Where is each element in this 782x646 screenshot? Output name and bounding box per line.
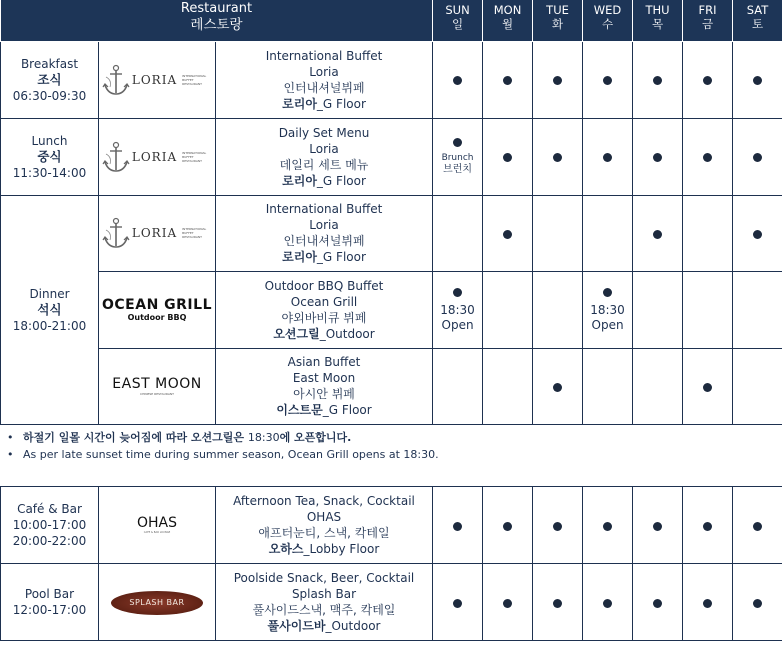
open-dot — [703, 383, 712, 392]
lunch-sat — [733, 118, 782, 195]
day-header-thu: THU 목 — [633, 0, 683, 41]
open-dot — [503, 230, 512, 239]
breakfast-row — [1, 41, 782, 118]
cafe-row — [1, 487, 782, 564]
pool-wed — [583, 564, 633, 641]
breakfast-sun — [433, 41, 483, 118]
note-en: • As per late sunset time during summer season, Ocean Grill opens at 18:30. — [7, 448, 439, 461]
venue-lunch: Daily Set Menu Loria 데일리 세트 메뉴 로리아_G Floor — [216, 118, 433, 195]
ohas-logo: OHAS CAFE & BAR LOUNGE — [99, 487, 216, 564]
cafe-sun — [433, 487, 483, 564]
venue-breakfast: International Buffet Loria 인터내셔널뷔페 로리아_G Floor — [216, 41, 433, 118]
open-dot — [503, 522, 512, 531]
open-dot — [553, 153, 562, 162]
meal-breakfast: Breakfast 조식 06:30-09:30 — [1, 41, 99, 118]
dinner-ocean-mon — [483, 271, 533, 348]
breakfast-mon — [483, 41, 533, 118]
cafe-sat — [733, 487, 782, 564]
open-dot — [553, 522, 562, 531]
pool-sun — [433, 564, 483, 641]
anchor-icon — [102, 63, 130, 97]
open-dot — [703, 76, 712, 85]
open-dot — [553, 76, 562, 85]
dinner-loria-sun — [433, 195, 483, 271]
open-dot — [453, 138, 462, 147]
dinner-loria-mon — [483, 195, 533, 271]
breakfast-fri — [683, 41, 733, 118]
open-dot — [703, 153, 712, 162]
meal-lunch: Lunch 중식 11:30-14:00 — [1, 118, 99, 195]
pool-thu — [633, 564, 683, 641]
venue-dinner-moon: Asian Buffet East Moon 아시안 뷔페 이스트문_G Floor — [216, 348, 433, 424]
brunch-label-kr: 브런치 — [443, 164, 473, 175]
open-dot — [603, 288, 612, 297]
open-dot — [603, 76, 612, 85]
day-header-wed: WED 수 — [583, 0, 633, 41]
day-header-sun: SUN 일 — [433, 0, 483, 41]
open-dot — [753, 599, 762, 608]
anchor-icon — [102, 140, 130, 174]
open-dot — [503, 153, 512, 162]
day-header-sat: SAT 토 — [733, 0, 782, 41]
open-dot — [703, 599, 712, 608]
open-dot — [453, 599, 462, 608]
dinner-ocean-thu — [633, 271, 683, 348]
bar-schedule-table — [0, 486, 782, 641]
dinner-loria-row — [1, 195, 782, 271]
day-header-fri: FRI 금 — [683, 0, 733, 41]
dinner-moon-mon — [483, 348, 533, 424]
lunch-fri — [683, 118, 733, 195]
open-dot — [753, 230, 762, 239]
anchor-icon — [102, 216, 130, 250]
open-dot — [653, 230, 662, 239]
open-dot — [503, 599, 512, 608]
open-dot — [653, 153, 662, 162]
open-dot — [753, 153, 762, 162]
dinner-ocean-sat — [733, 271, 782, 348]
venue-pool: Poolside Snack, Beer, Cocktail Splash Bar 풀사이드스낵, 맥주, 칵테일 풀사이드바_Outdoor — [216, 564, 433, 641]
splash-bar-logo: SPLASH BAR — [99, 564, 216, 641]
meal-pool: Pool Bar 12:00-17:00 — [1, 564, 99, 641]
open-dot — [653, 522, 662, 531]
dinner-moon-fri — [683, 348, 733, 424]
lunch-thu — [633, 118, 683, 195]
open-dot — [453, 76, 462, 85]
notes — [0, 429, 439, 463]
restaurant-header — [1, 0, 433, 41]
open-dot — [753, 76, 762, 85]
open-dot — [453, 288, 462, 297]
breakfast-sat — [733, 41, 782, 118]
open-dot — [453, 522, 462, 531]
pool-fri — [683, 564, 733, 641]
dinner-ocean-sun: 18:30 Open — [433, 271, 483, 348]
meal-cafe: Café & Bar 10:00-17:00 20:00-22:00 — [1, 487, 99, 564]
pool-row — [1, 564, 782, 641]
breakfast-thu — [633, 41, 683, 118]
loria-logo: LORIA INTERNATIONAL BUFFET RESTAURANT — [99, 118, 216, 195]
dinner-moon-row — [1, 348, 782, 424]
open-dot — [603, 599, 612, 608]
dinner-moon-wed — [583, 348, 633, 424]
breakfast-tue — [533, 41, 583, 118]
dinner-moon-thu — [633, 348, 683, 424]
dinner-loria-tue — [533, 195, 583, 271]
dinner-loria-wed — [583, 195, 633, 271]
restaurant-header-kr: 레스토랑 — [190, 17, 243, 34]
pool-tue — [533, 564, 583, 641]
dinner-ocean-wed: 18:30 Open — [583, 271, 633, 348]
dinner-loria-thu — [633, 195, 683, 271]
loria-logo: LORIA INTERNATIONAL BUFFET RESTAURANT — [99, 195, 216, 271]
venue-dinner-ocean: Outdoor BBQ Buffet Ocean Grill 야외바비큐 뷔페 오션그릴_Outdoor — [216, 271, 433, 348]
east-moon-logo: EAST MOON CHINESE RESTAURANT — [99, 348, 216, 424]
pool-sat — [733, 564, 782, 641]
venue-cafe: Afternoon Tea, Snack, Cocktail OHAS 애프터눈티, 스낵, 칵테일 오하스_Lobby Floor — [216, 487, 433, 564]
pool-mon — [483, 564, 533, 641]
lunch-mon — [483, 118, 533, 195]
dinner-moon-sun — [433, 348, 483, 424]
loria-logo: LORIA INTERNATIONAL BUFFET RESTAURANT — [99, 41, 216, 118]
cafe-fri — [683, 487, 733, 564]
open-dot — [653, 76, 662, 85]
header-row — [1, 0, 782, 41]
dinner-ocean-fri — [683, 271, 733, 348]
lunch-row — [1, 118, 782, 195]
open-dot — [753, 522, 762, 531]
cafe-wed — [583, 487, 633, 564]
open-dot — [553, 383, 562, 392]
open-dot — [503, 76, 512, 85]
open-dot — [553, 599, 562, 608]
open-dot — [603, 522, 612, 531]
cafe-thu — [633, 487, 683, 564]
restaurant-header-en: Restaurant — [180, 1, 253, 17]
meal-dinner: Dinner 석식 18:00-21:00 — [1, 195, 99, 424]
note-kr: • 하절기 일몰 시간이 늦어짐에 따라 오션그릴은 18:30에 오픈합니다. — [7, 431, 352, 444]
cafe-mon — [483, 487, 533, 564]
dinner-loria-sat — [733, 195, 782, 271]
venue-dinner-loria: International Buffet Loria 인터내셔널뷔페 로리아_G Floor — [216, 195, 433, 271]
day-header-mon: MON 월 — [483, 0, 533, 41]
open-dot — [703, 522, 712, 531]
dinner-ocean-tue — [533, 271, 583, 348]
dinner-moon-sat — [733, 348, 782, 424]
lunch-tue — [533, 118, 583, 195]
brunch-label: Brunch — [441, 153, 474, 163]
lunch-wed — [583, 118, 633, 195]
dinner-ocean-row — [1, 271, 782, 348]
dinner-loria-fri — [683, 195, 733, 271]
dinner-moon-tue — [533, 348, 583, 424]
breakfast-wed — [583, 41, 633, 118]
open-dot — [653, 599, 662, 608]
open-dot — [603, 153, 612, 162]
cafe-tue — [533, 487, 583, 564]
ocean-grill-logo: OCEAN GRILL Outdoor BBQ — [99, 271, 216, 348]
day-header-tue: TUE 화 — [533, 0, 583, 41]
lunch-sun — [433, 118, 483, 195]
